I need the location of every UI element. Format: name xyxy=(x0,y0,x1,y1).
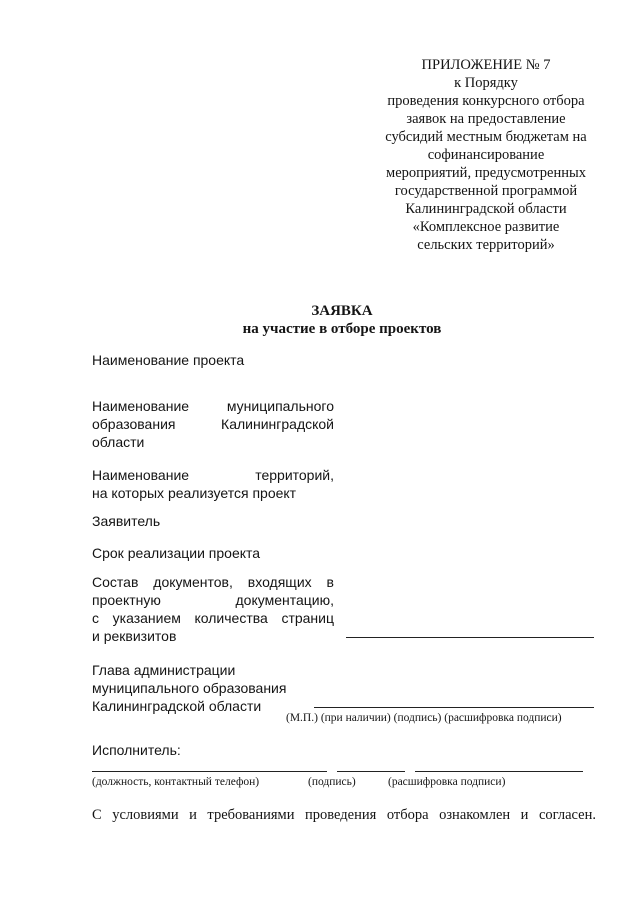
appendix-line: государственной программой xyxy=(394,183,578,199)
applicant-label: Заявитель xyxy=(92,513,161,529)
appendix-line: к Порядку xyxy=(454,75,518,91)
executor-signature-caption: (подпись) xyxy=(308,776,356,788)
appendix-line: мероприятий, предусмотренных xyxy=(386,165,586,181)
executor-decoding-line xyxy=(415,771,583,772)
appendix-line: ПРИЛОЖЕНИЕ № 7 xyxy=(421,57,551,73)
title-main: ЗАЯВКА xyxy=(311,303,373,319)
appendix-line: «Комплексное развитие xyxy=(412,219,560,235)
appendix-line: софинансирование xyxy=(427,147,545,163)
territories-label: Наименование территорий, на которых реализуется проект xyxy=(92,467,334,501)
term-label: Срок реализации проекта xyxy=(92,545,261,561)
executor-decoding-caption: (расшифровка подписи) xyxy=(388,776,506,788)
executor-position-line xyxy=(92,771,327,772)
appendix-line: субсидий местным бюджетам на xyxy=(385,129,587,145)
documents-underline xyxy=(346,637,594,638)
appendix-line: Калининградской области xyxy=(405,201,567,217)
project-name-label: Наименование проекта xyxy=(92,352,245,368)
executor-label: Исполнитель: xyxy=(92,742,181,758)
documents-label: Состав документов, входящих в проектную документацию, с указанием количества страниц и реквизитов xyxy=(92,574,334,644)
title-sub: на участие в отборе проектов xyxy=(242,321,442,337)
appendix-line: проведения конкурсного отбора xyxy=(387,93,585,109)
head-signature-line xyxy=(314,707,594,708)
municipality-label: Наименование муниципального образования Калининградской области xyxy=(92,398,334,450)
appendix-line: сельских территорий» xyxy=(417,237,555,253)
head-signature-caption: (М.П.) (при наличии) (подпись) (расшифровка подписи) xyxy=(286,712,562,724)
appendix-block xyxy=(372,56,600,254)
head-label: Глава администрации муниципального образования Калининградской области xyxy=(92,662,287,714)
executor-signature-line xyxy=(337,771,405,772)
appendix-line: заявок на предоставление xyxy=(406,111,566,127)
document-title xyxy=(150,302,534,338)
closing-statement: С условиями и требованиями проведения отбора ознакомлен и согласен. xyxy=(92,807,596,823)
executor-position-caption: (должность, контактный телефон) xyxy=(92,776,260,788)
